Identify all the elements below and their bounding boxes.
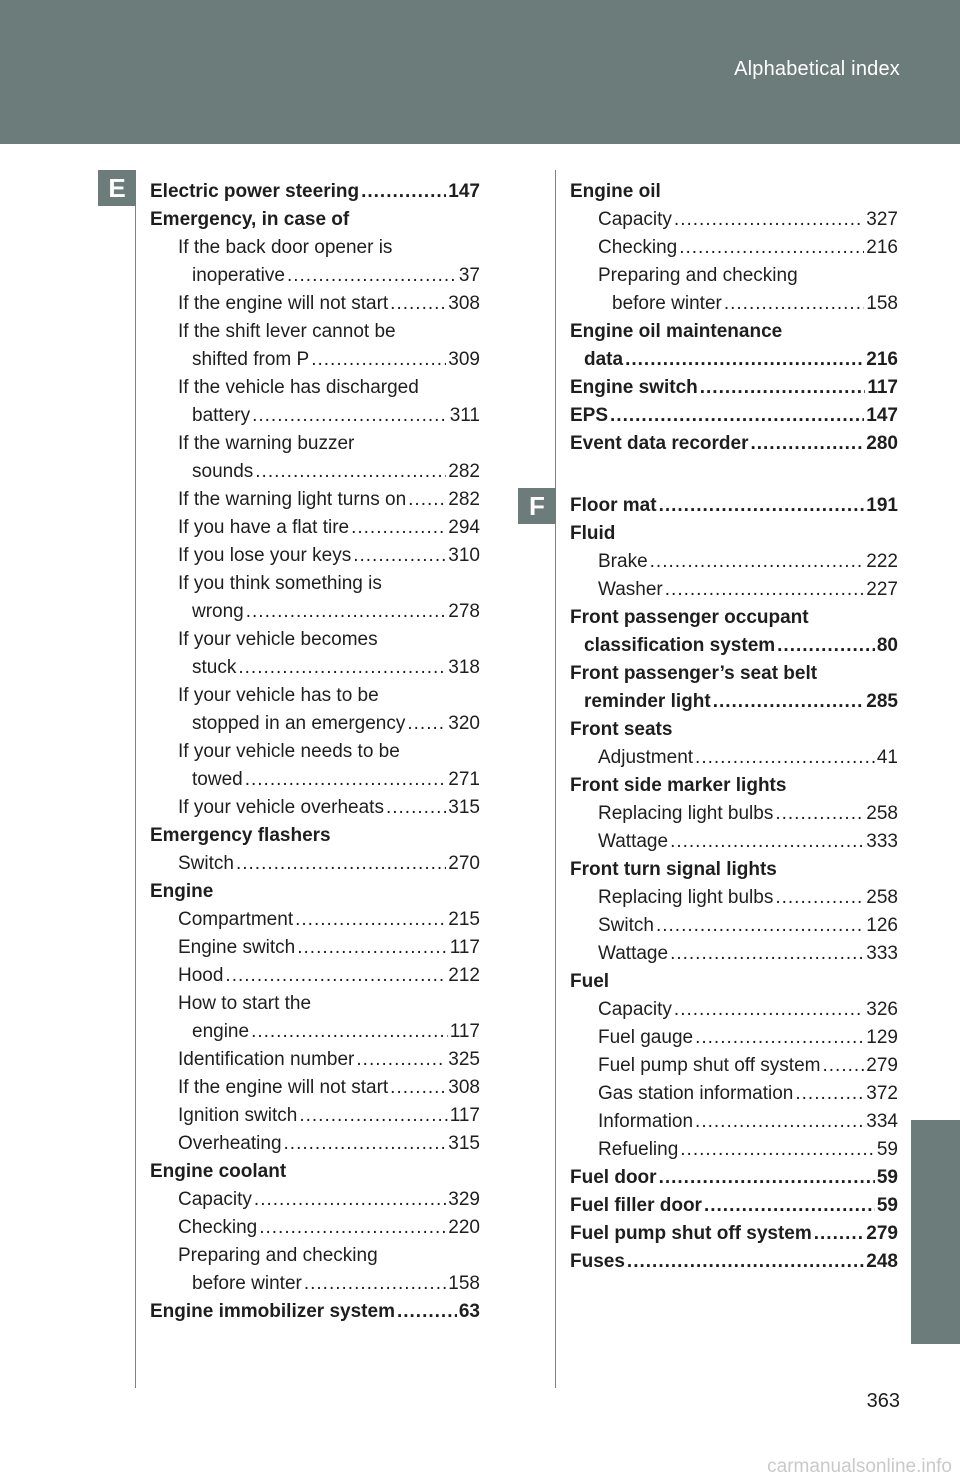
index-entry bbox=[150, 1214, 480, 1242]
dot-leader bbox=[777, 632, 875, 660]
entry-page: 117 bbox=[449, 1105, 480, 1126]
dot-leader bbox=[750, 430, 864, 458]
entry-term: Information bbox=[598, 1111, 694, 1132]
entry-term: Fuel gauge bbox=[598, 1027, 694, 1048]
entry-page: 80 bbox=[876, 635, 898, 656]
index-entry bbox=[150, 1270, 480, 1298]
index-entry bbox=[570, 346, 898, 374]
entry-page: 220 bbox=[448, 1217, 480, 1238]
index-entry bbox=[150, 542, 480, 570]
index-entry bbox=[150, 290, 480, 318]
index-column-left bbox=[150, 178, 480, 1326]
entry-term: Fuel pump shut off system bbox=[598, 1055, 821, 1076]
entry-term: Capacity bbox=[598, 209, 672, 230]
index-entry bbox=[150, 850, 480, 878]
entry-term: stuck bbox=[192, 657, 237, 678]
dot-leader bbox=[297, 934, 447, 962]
index-entry bbox=[150, 934, 480, 962]
entry-term: Fuel pump shut off system bbox=[570, 1223, 812, 1244]
column-divider-left bbox=[135, 170, 136, 1388]
index-entry bbox=[150, 374, 480, 402]
entry-page: 282 bbox=[448, 461, 480, 482]
entry-page: 222 bbox=[866, 551, 898, 572]
entry-term: shifted from P bbox=[192, 349, 310, 370]
entry-page: 280 bbox=[866, 433, 898, 454]
entry-term: Fuel bbox=[570, 971, 610, 992]
dot-leader bbox=[287, 262, 457, 290]
dot-leader bbox=[775, 800, 864, 828]
entry-term: Refueling bbox=[598, 1139, 679, 1160]
entry-term: Capacity bbox=[178, 1189, 252, 1210]
dot-leader bbox=[252, 402, 448, 430]
index-entry bbox=[570, 996, 898, 1024]
index-entry bbox=[150, 990, 480, 1018]
entry-term: If you lose your keys bbox=[178, 545, 352, 566]
dot-leader bbox=[674, 996, 864, 1024]
index-entry bbox=[150, 906, 480, 934]
entry-term: towed bbox=[192, 769, 243, 790]
entry-page: 318 bbox=[448, 657, 480, 678]
index-entry bbox=[150, 206, 480, 234]
index-entry bbox=[150, 1130, 480, 1158]
entry-page: 59 bbox=[876, 1139, 898, 1160]
index-entry bbox=[150, 1186, 480, 1214]
index-entry bbox=[570, 548, 898, 576]
dot-leader bbox=[679, 234, 864, 262]
entry-page: 372 bbox=[866, 1083, 898, 1104]
index-entry bbox=[570, 604, 898, 632]
index-entry bbox=[150, 626, 480, 654]
index-entry bbox=[150, 486, 480, 514]
index-entry bbox=[570, 1080, 898, 1108]
dot-leader bbox=[284, 1130, 447, 1158]
index-entry bbox=[570, 492, 898, 520]
entry-page: 129 bbox=[866, 1027, 898, 1048]
entry-term: engine bbox=[192, 1021, 250, 1042]
dot-leader bbox=[254, 1186, 446, 1214]
index-entry bbox=[150, 794, 480, 822]
entry-term: EPS bbox=[570, 405, 609, 426]
index-entry bbox=[570, 318, 898, 346]
entry-page: 216 bbox=[866, 237, 898, 258]
index-entry bbox=[150, 1046, 480, 1074]
entry-term: battery bbox=[192, 405, 251, 426]
entry-page: 327 bbox=[866, 209, 898, 230]
index-entry bbox=[150, 1158, 480, 1186]
index-entry bbox=[570, 632, 898, 660]
entry-page: 63 bbox=[458, 1301, 480, 1322]
index-entry bbox=[150, 766, 480, 794]
index-entry bbox=[150, 1074, 480, 1102]
entry-page: 326 bbox=[866, 999, 898, 1020]
index-entry bbox=[150, 710, 480, 738]
index-entry bbox=[570, 1220, 898, 1248]
entry-page: 158 bbox=[448, 1273, 480, 1294]
index-entry bbox=[150, 738, 480, 766]
index-entry bbox=[570, 716, 898, 744]
entry-page: 117 bbox=[449, 937, 480, 958]
index-entry bbox=[150, 682, 480, 710]
entry-term: sounds bbox=[192, 461, 254, 482]
entry-page: 308 bbox=[448, 293, 480, 314]
entry-term: Identification number bbox=[178, 1049, 355, 1070]
dot-leader bbox=[361, 178, 446, 206]
entry-term: Adjustment bbox=[598, 747, 694, 768]
dot-leader bbox=[627, 1248, 864, 1276]
entry-term: Front side marker lights bbox=[570, 775, 787, 796]
entry-term: If the back door opener is bbox=[178, 237, 393, 258]
entry-term: Washer bbox=[598, 579, 663, 600]
entry-page: 117 bbox=[449, 1021, 480, 1042]
dot-leader bbox=[670, 828, 864, 856]
entry-term: Brake bbox=[598, 551, 648, 572]
dot-leader bbox=[407, 710, 446, 738]
entry-term: If you have a flat tire bbox=[178, 517, 350, 538]
dot-leader bbox=[713, 688, 865, 716]
entry-term: before winter bbox=[192, 1273, 302, 1294]
dot-leader bbox=[225, 962, 446, 990]
entry-term: stopped in an emergency bbox=[192, 713, 406, 734]
index-entry bbox=[150, 598, 480, 626]
entry-page: 147 bbox=[866, 405, 898, 426]
entry-term: Checking bbox=[178, 1217, 258, 1238]
entry-term: Ignition switch bbox=[178, 1105, 298, 1126]
entry-page: 315 bbox=[448, 797, 480, 818]
entry-term: classification system bbox=[584, 635, 776, 656]
entry-page: 59 bbox=[876, 1167, 898, 1188]
index-entry bbox=[570, 744, 898, 772]
entry-term: Wattage bbox=[598, 831, 669, 852]
dot-leader bbox=[390, 290, 446, 318]
index-entry bbox=[150, 570, 480, 598]
entry-term: Capacity bbox=[598, 999, 672, 1020]
entry-term: Engine coolant bbox=[150, 1161, 287, 1182]
entry-term: Floor mat bbox=[570, 495, 657, 516]
entry-term: Preparing and checking bbox=[598, 265, 798, 286]
dot-leader bbox=[775, 884, 864, 912]
dot-leader bbox=[674, 206, 864, 234]
entry-term: inoperative bbox=[192, 265, 285, 286]
dot-leader bbox=[680, 1136, 875, 1164]
entry-page: 126 bbox=[866, 915, 898, 936]
index-entry bbox=[570, 1024, 898, 1052]
section-gap bbox=[570, 458, 898, 492]
header-title: Alphabetical index bbox=[734, 58, 900, 80]
dot-leader bbox=[311, 346, 446, 374]
index-entry bbox=[570, 772, 898, 800]
entry-term: data bbox=[584, 349, 624, 370]
dot-leader bbox=[659, 492, 865, 520]
entry-term: If the shift lever cannot be bbox=[178, 321, 396, 342]
entry-term: Electric power steering bbox=[150, 181, 360, 202]
entry-term: If your vehicle overheats bbox=[178, 797, 384, 818]
index-entry bbox=[150, 346, 480, 374]
entry-page: 258 bbox=[866, 803, 898, 824]
index-entry bbox=[570, 262, 898, 290]
dot-leader bbox=[236, 850, 446, 878]
entry-page: 59 bbox=[876, 1195, 898, 1216]
entry-term: If your vehicle becomes bbox=[178, 629, 378, 650]
entry-term: Fuel filler door bbox=[570, 1195, 702, 1216]
entry-term: If the engine will not start bbox=[178, 1077, 389, 1098]
entry-page: 147 bbox=[448, 181, 480, 202]
entry-term: Engine oil maintenance bbox=[570, 321, 783, 342]
index-entry bbox=[570, 374, 898, 402]
index-column-right bbox=[570, 178, 898, 1276]
entry-page: 248 bbox=[866, 1251, 898, 1272]
entry-term: Hood bbox=[178, 965, 224, 986]
entry-term: Replacing light bulbs bbox=[598, 803, 774, 824]
page-header bbox=[0, 0, 960, 144]
entry-term: reminder light bbox=[584, 691, 711, 712]
entry-page: 270 bbox=[448, 853, 480, 874]
dot-leader bbox=[351, 514, 446, 542]
index-entry bbox=[570, 1108, 898, 1136]
entry-page: 325 bbox=[448, 1049, 480, 1070]
index-entry bbox=[570, 1052, 898, 1080]
index-entry bbox=[570, 1136, 898, 1164]
entry-term: Engine switch bbox=[178, 937, 296, 958]
dot-leader bbox=[304, 1270, 446, 1298]
dot-leader bbox=[397, 1298, 457, 1326]
entry-term: If you think something is bbox=[178, 573, 382, 594]
entry-term: wrong bbox=[192, 601, 244, 622]
index-entry bbox=[570, 402, 898, 430]
entry-term: Fluid bbox=[570, 523, 616, 544]
dot-leader bbox=[610, 402, 864, 430]
entry-term: Checking bbox=[598, 237, 678, 258]
index-entry bbox=[570, 856, 898, 884]
entry-page: 329 bbox=[448, 1189, 480, 1210]
index-entry bbox=[150, 430, 480, 458]
index-entry bbox=[150, 878, 480, 906]
entry-page: 282 bbox=[448, 489, 480, 510]
index-entry bbox=[570, 178, 898, 206]
entry-page: 308 bbox=[448, 1077, 480, 1098]
section-letter-f: F bbox=[518, 488, 556, 524]
dot-leader bbox=[665, 576, 865, 604]
entry-term: If the warning buzzer bbox=[178, 433, 355, 454]
entry-page: 216 bbox=[866, 349, 898, 370]
entry-term: Front turn signal lights bbox=[570, 859, 777, 880]
dot-leader bbox=[650, 548, 865, 576]
index-entry bbox=[570, 884, 898, 912]
dot-leader bbox=[245, 766, 447, 794]
dot-leader bbox=[386, 794, 446, 822]
dot-leader bbox=[695, 744, 875, 772]
entry-page: 227 bbox=[866, 579, 898, 600]
index-entry bbox=[570, 660, 898, 688]
index-entry bbox=[150, 234, 480, 262]
index-entry bbox=[570, 1192, 898, 1220]
dot-leader bbox=[695, 1024, 864, 1052]
dot-leader bbox=[700, 374, 866, 402]
entry-page: 37 bbox=[458, 265, 480, 286]
entry-term: If the engine will not start bbox=[178, 293, 389, 314]
dot-leader bbox=[295, 906, 446, 934]
dot-leader bbox=[255, 458, 446, 486]
index-entry bbox=[570, 940, 898, 968]
index-entry bbox=[150, 402, 480, 430]
entry-page: 258 bbox=[866, 887, 898, 908]
index-entry bbox=[570, 688, 898, 716]
index-entry bbox=[570, 576, 898, 604]
entry-term: Gas station information bbox=[598, 1083, 794, 1104]
entry-term: Switch bbox=[598, 915, 654, 936]
index-entry bbox=[150, 178, 480, 206]
entry-page: 294 bbox=[448, 517, 480, 538]
index-entry bbox=[150, 514, 480, 542]
index-entry bbox=[570, 234, 898, 262]
entry-term: Engine switch bbox=[570, 377, 698, 398]
dot-leader bbox=[259, 1214, 446, 1242]
dot-leader bbox=[670, 940, 864, 968]
index-entry bbox=[150, 1242, 480, 1270]
entry-term: Fuel door bbox=[570, 1167, 657, 1188]
entry-term: How to start the bbox=[178, 993, 312, 1014]
index-entry bbox=[150, 318, 480, 346]
entry-page: 212 bbox=[448, 965, 480, 986]
index-entry bbox=[570, 206, 898, 234]
entry-term: If your vehicle has to be bbox=[178, 685, 379, 706]
entry-page: 334 bbox=[866, 1111, 898, 1132]
dot-leader bbox=[408, 486, 446, 514]
index-entry bbox=[570, 912, 898, 940]
dot-leader bbox=[814, 1220, 865, 1248]
entry-page: 271 bbox=[448, 769, 480, 790]
dot-leader bbox=[251, 1018, 448, 1046]
dot-leader bbox=[625, 346, 864, 374]
entry-term: Event data recorder bbox=[570, 433, 749, 454]
entry-page: 320 bbox=[448, 713, 480, 734]
entry-page: 279 bbox=[866, 1223, 898, 1244]
dot-leader bbox=[238, 654, 446, 682]
entry-term: Compartment bbox=[178, 909, 294, 930]
dot-leader bbox=[704, 1192, 875, 1220]
entry-term: Wattage bbox=[598, 943, 669, 964]
index-group-e bbox=[570, 178, 898, 458]
index-entry bbox=[150, 654, 480, 682]
index-entry bbox=[570, 430, 898, 458]
entry-term: If the vehicle has discharged bbox=[178, 377, 419, 398]
dot-leader bbox=[795, 1080, 864, 1108]
dot-leader bbox=[246, 598, 447, 626]
entry-page: 158 bbox=[866, 293, 898, 314]
index-entry bbox=[570, 800, 898, 828]
dot-leader bbox=[659, 1164, 875, 1192]
entry-term: before winter bbox=[612, 293, 722, 314]
watermark: carmanualsonline.info bbox=[767, 1456, 952, 1477]
entry-term: Preparing and checking bbox=[178, 1245, 378, 1266]
entry-term: Overheating bbox=[178, 1133, 282, 1154]
entry-page: 191 bbox=[866, 495, 898, 516]
entry-page: 117 bbox=[867, 377, 898, 398]
entry-term: Emergency, in case of bbox=[150, 209, 350, 230]
dot-leader bbox=[353, 542, 446, 570]
index-entry bbox=[570, 968, 898, 996]
entry-page: 285 bbox=[866, 691, 898, 712]
side-thumb-tab bbox=[911, 1120, 960, 1344]
entry-term: Engine immobilizer system bbox=[150, 1301, 395, 1322]
dot-leader bbox=[724, 290, 864, 318]
entry-page: 278 bbox=[448, 601, 480, 622]
entry-term: Front passenger occupant bbox=[570, 607, 809, 628]
dot-leader bbox=[390, 1074, 446, 1102]
index-entry bbox=[150, 1298, 480, 1326]
entry-page: 215 bbox=[448, 909, 480, 930]
index-entry bbox=[570, 290, 898, 318]
entry-term: If your vehicle needs to be bbox=[178, 741, 400, 762]
index-entry bbox=[570, 1164, 898, 1192]
entry-term: Engine bbox=[150, 881, 214, 902]
column-divider-middle bbox=[555, 170, 556, 1388]
dot-leader bbox=[695, 1108, 864, 1136]
index-entry bbox=[150, 458, 480, 486]
entry-term: Replacing light bulbs bbox=[598, 887, 774, 908]
dot-leader bbox=[656, 912, 864, 940]
entry-page: 309 bbox=[448, 349, 480, 370]
page-number: 363 bbox=[866, 1390, 900, 1412]
entry-page: 333 bbox=[866, 943, 898, 964]
dot-leader bbox=[299, 1102, 447, 1130]
index-entry bbox=[150, 962, 480, 990]
index-entry bbox=[150, 1102, 480, 1130]
entry-term: Switch bbox=[178, 853, 234, 874]
dot-leader bbox=[356, 1046, 446, 1074]
section-letter-e: E bbox=[98, 170, 136, 206]
entry-term: Engine oil bbox=[570, 181, 661, 202]
index-entry bbox=[570, 1248, 898, 1276]
index-entry bbox=[570, 520, 898, 548]
index-entry bbox=[150, 1018, 480, 1046]
entry-page: 279 bbox=[866, 1055, 898, 1076]
index-group-f bbox=[570, 492, 898, 1276]
entry-page: 333 bbox=[866, 831, 898, 852]
entry-term: Front passenger’s seat belt bbox=[570, 663, 818, 684]
entry-page: 41 bbox=[876, 747, 898, 768]
entry-term: Emergency flashers bbox=[150, 825, 331, 846]
dot-leader bbox=[822, 1052, 864, 1080]
index-entry bbox=[570, 828, 898, 856]
entry-page: 311 bbox=[449, 405, 480, 426]
entry-term: If the warning light turns on bbox=[178, 489, 407, 510]
entry-page: 315 bbox=[448, 1133, 480, 1154]
index-entry bbox=[150, 262, 480, 290]
entry-term: Fuses bbox=[570, 1251, 625, 1272]
entry-page: 310 bbox=[448, 545, 480, 566]
index-entry bbox=[150, 822, 480, 850]
entry-term: Front seats bbox=[570, 719, 673, 740]
